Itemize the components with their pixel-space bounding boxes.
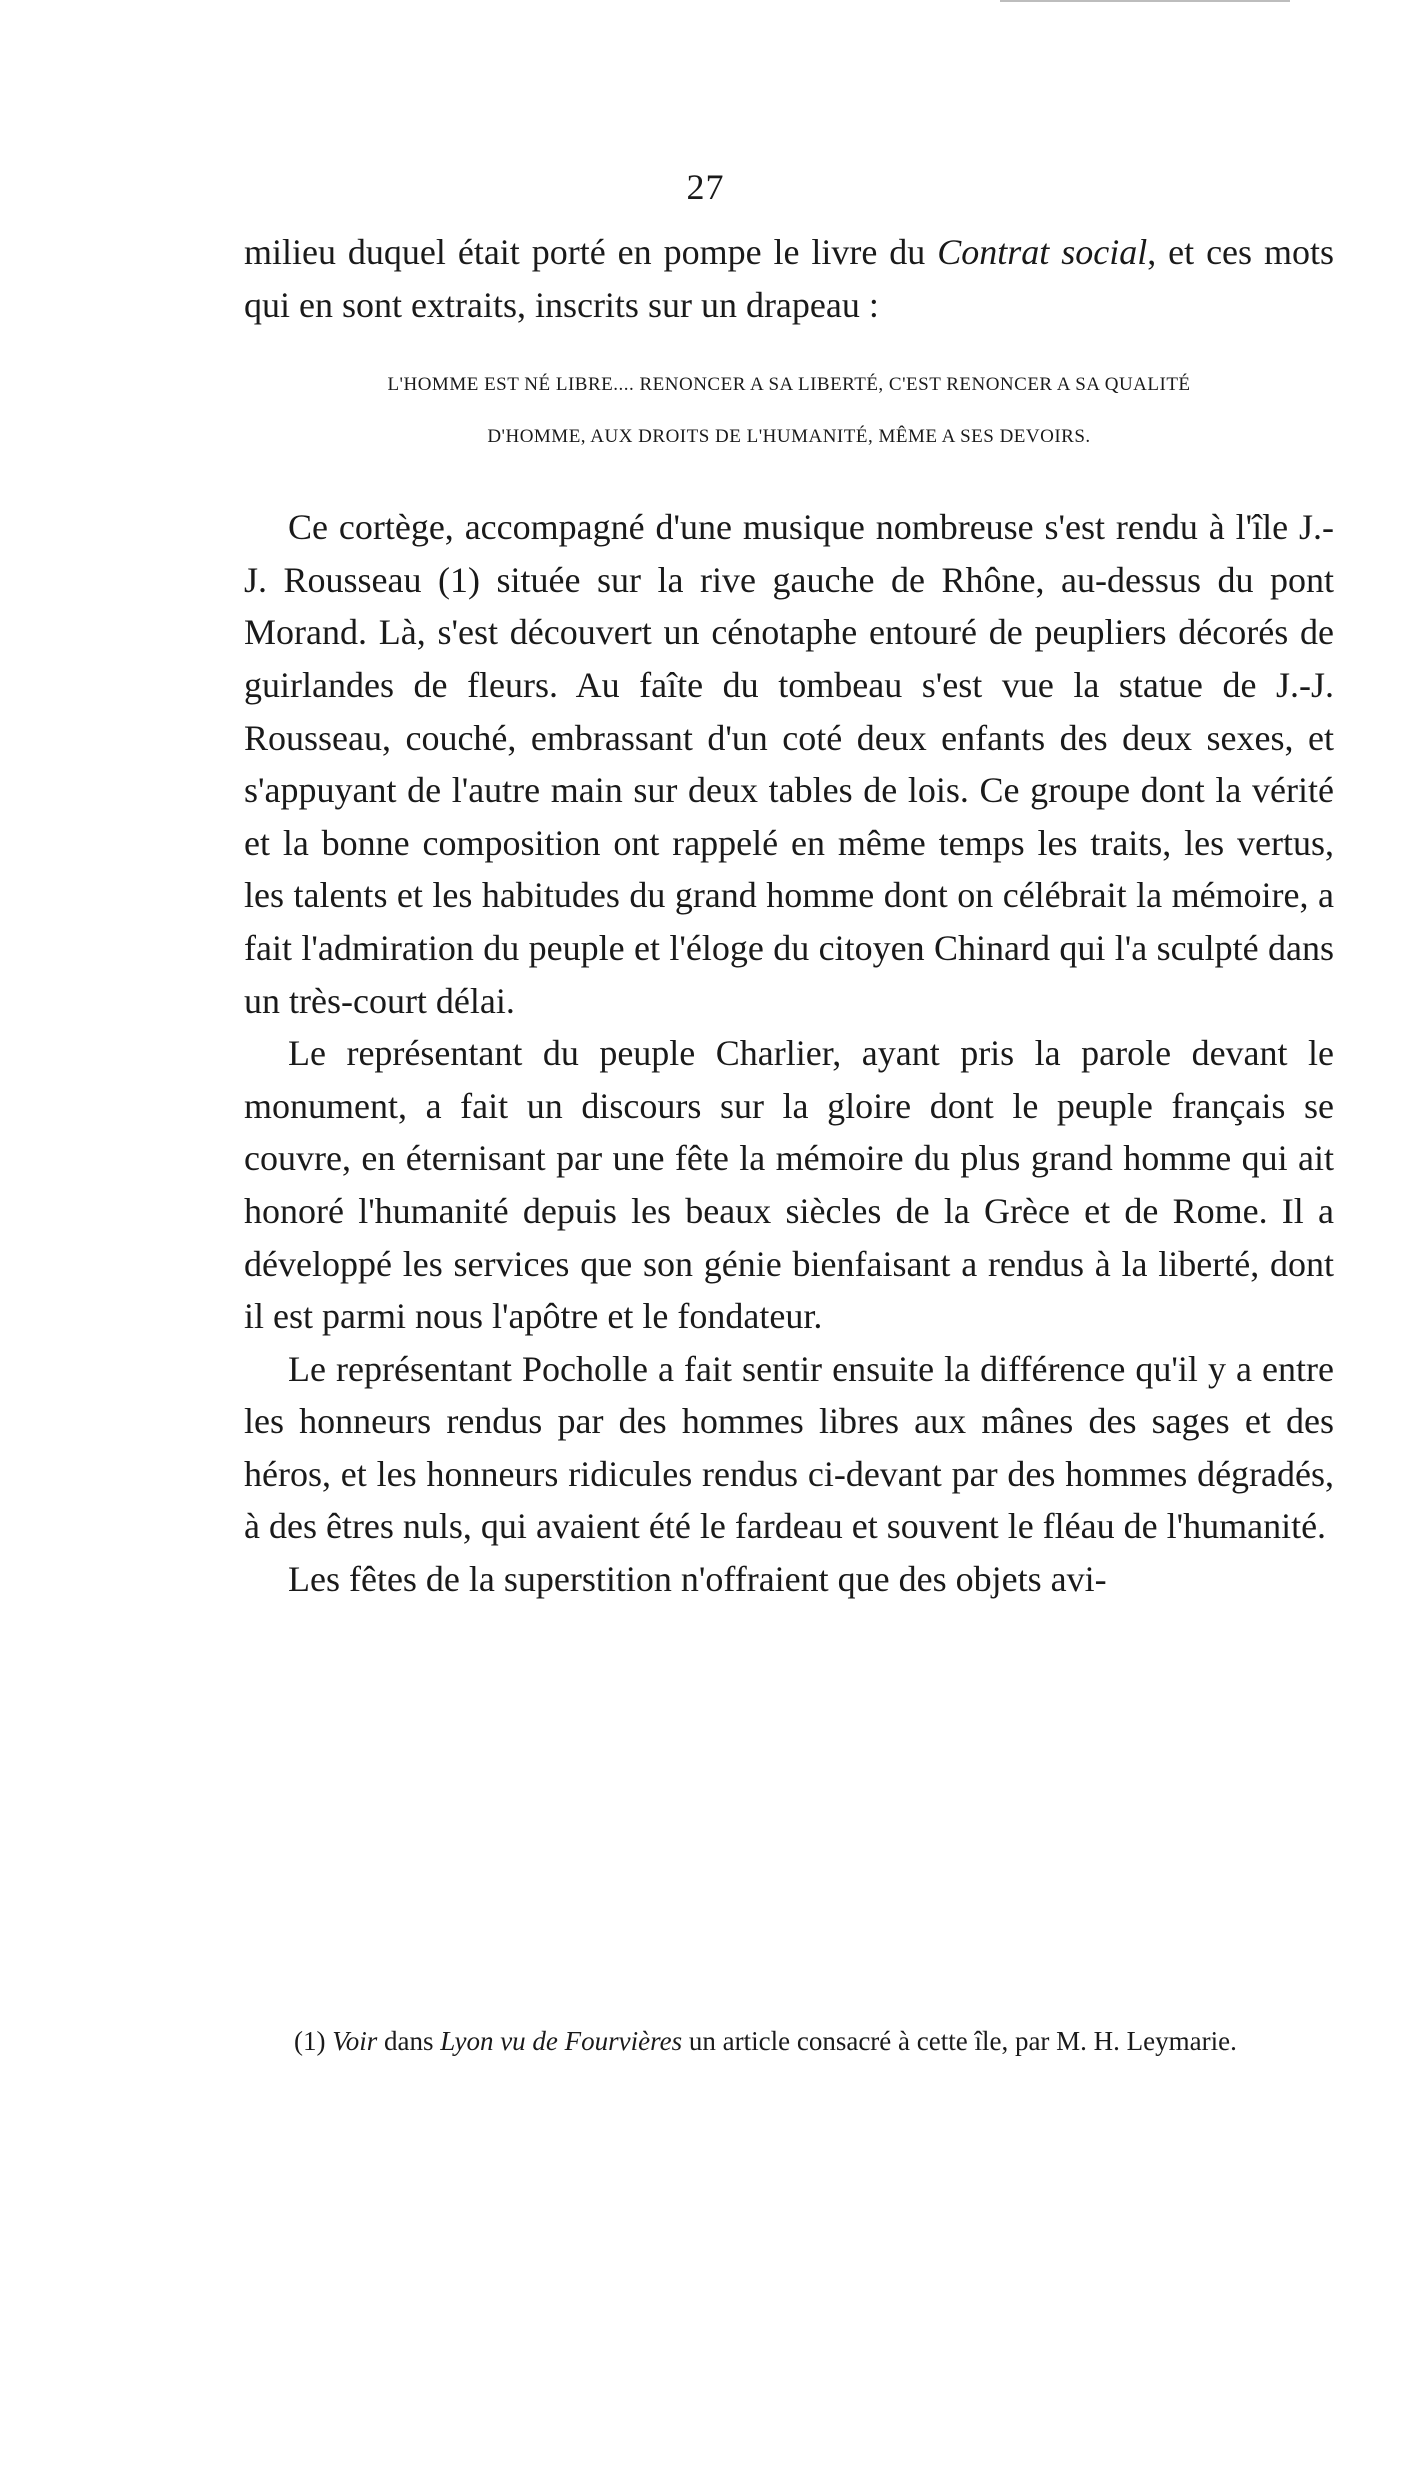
paragraph-cortege: Ce cortège, accompagné d'une musique nombreuse s'est rendu à l'île J.-J. Rousseau (1) située sur la rive gauche de Rhône, au-dessus du pont Morand. Là, s'est découvert un cénotaphe entouré de peupliers décorés de guirlandes de fleurs. Au faîte du tombeau s'est vue la statue de J.-J. Rousseau, couché, embrassant d'un coté deux enfants des deux sexes, et s'appuyant de l'autre main sur deux tables de lois. Ce groupe dont la vérité et la bonne composition ont rappelé en même temps les traits, les vertus, les talents et les habitudes du grand homme dont on célébrait la mémoire, a fait l'admiration du peuple et l'éloge du citoyen Chinard qui l'a sculpté dans un très-court délai. [244, 507, 1334, 1021]
footnote-book-title: Lyon vu de Fourvières [440, 2026, 683, 2056]
motto-line-2: D'HOMME, AUX DROITS DE L'HUMANITÉ, MÊME A SES DEVOIRS. [487, 426, 1091, 448]
footnote-marker: (1) [294, 2026, 333, 2056]
footnote-text-1: dans [377, 2026, 441, 2056]
footnote-voir: Voir [332, 2026, 378, 2056]
paragraph-fetes: Les fêtes de la superstition n'offraient que des objets avi- [288, 1559, 1107, 1600]
motto-line-1: L'HOMME EST NÉ LIBRE.... RENONCER A SA LIBERTÉ, C'EST RENONCER A SA QUALITÉ [387, 374, 1191, 396]
main-text [244, 226, 1334, 1606]
intro-text-1: milieu duquel était porté en pompe le livre du [244, 232, 938, 272]
contrat-social-title: Contrat social [937, 232, 1148, 272]
footnote-text-2: un article consacré à cette île, par M. H. Leymarie. [682, 2026, 1237, 2056]
paragraph-pocholle: Le représentant Pocholle a fait sentir ensuite la différence qu'il y a entre les honneurs rendus par des hommes libres aux mânes des sages et des héros, et les honneurs ridicules rendus ci-devant par des hommes dégradés, à des êtres nuls, qui avaient été le fardeau et souvent le fléau de l'humanité. [244, 1348, 1334, 1547]
intro-paragraph [244, 226, 1334, 331]
intro-text-2: , et ces mots qui en sont extraits, inscrits sur un drapeau : [244, 232, 1334, 325]
footnote [244, 2020, 1334, 2062]
paragraph-charlier: Le représentant du peuple Charlier, ayant pris la parole devant le monument, a fait un discours sur la gloire dont le peuple français se couvre, en éternisant par une fête la mémoire du plus grand homme qui ait honoré l'humanité depuis les beaux siècles de la Grèce et de Rome. Il a développé les services que son génie bienfaisant a rendus à la liberté, dont il est parmi nous l'apôtre et le fondateur. [244, 1033, 1334, 1337]
page-number: 27 [686, 167, 725, 207]
top-rule [1000, 0, 1290, 2]
motto [244, 359, 1334, 463]
